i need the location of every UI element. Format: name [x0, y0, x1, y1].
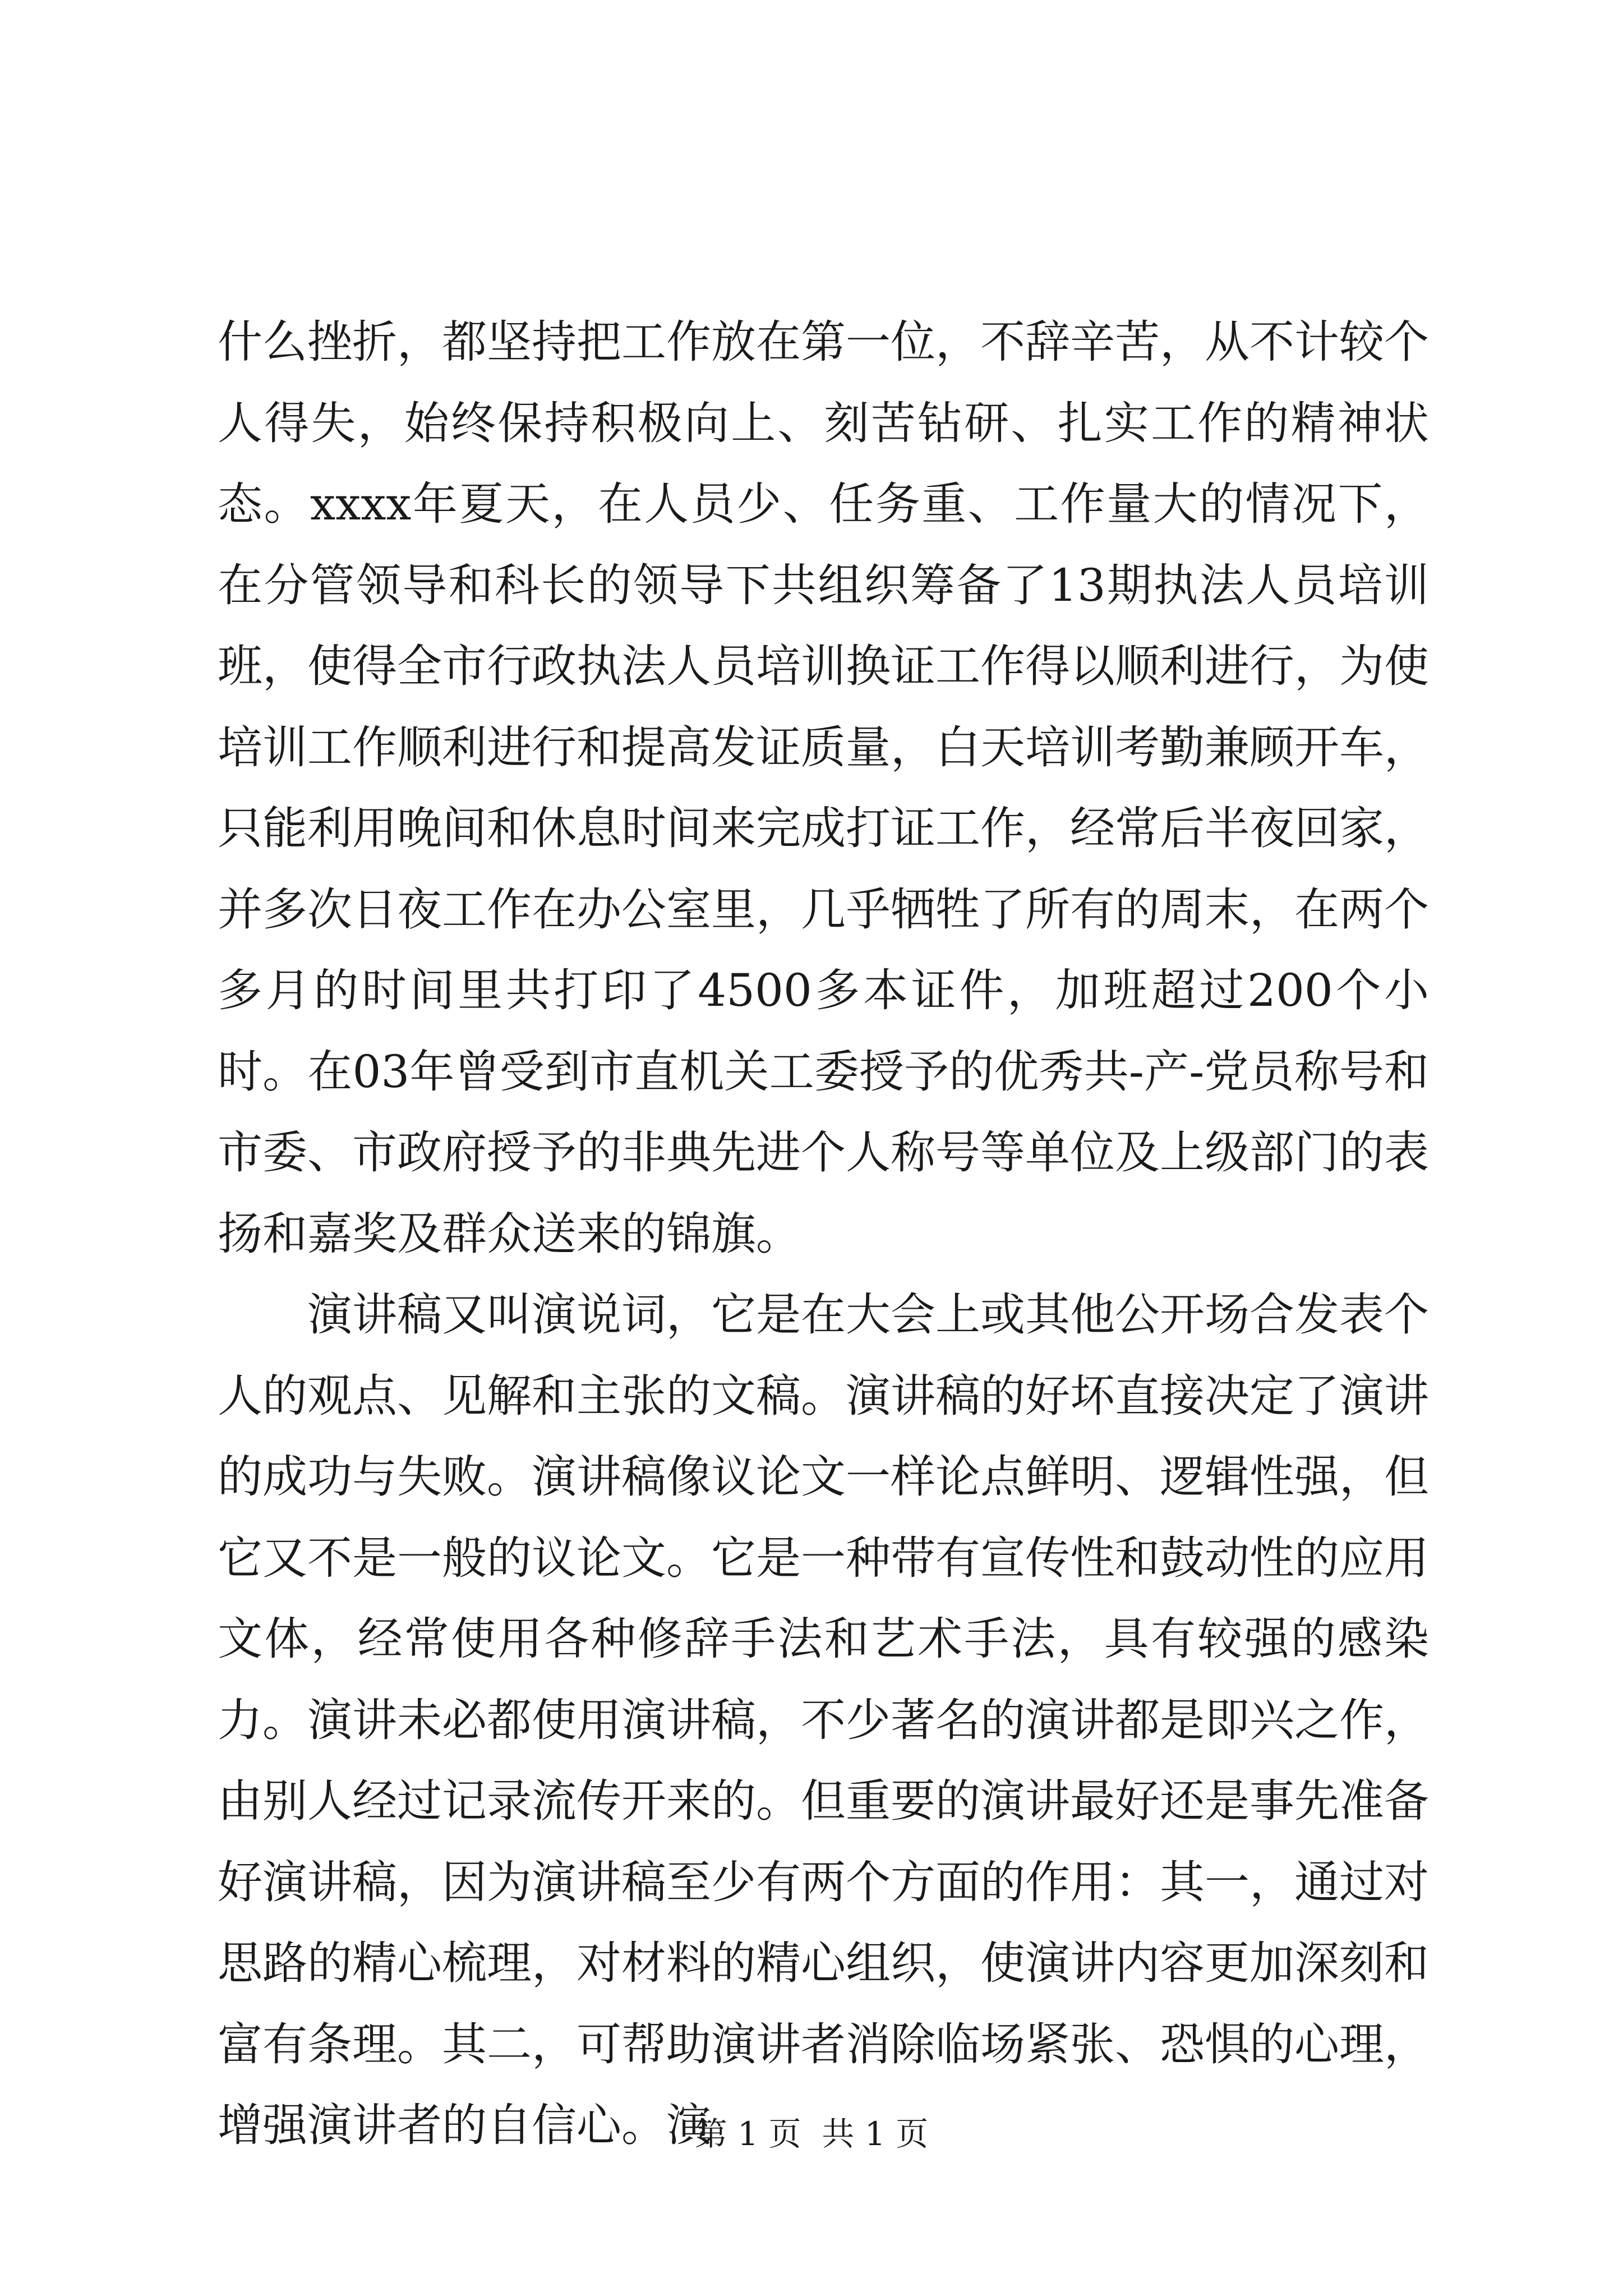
paragraph-2: 演讲稿又叫演说词，它是在大会上或其他公开场合发表个人的观点、见解和主张的文稿。演讲稿的好坏直接决定了演讲的成功与失败。演讲稿像议论文一样论点鲜明、逻辑性强，但它又不是一般的议论文。它是一种带有宣传性和鼓动性的应用文体，经常使用各种修辞手法和艺术手法，具有较强的感染力。演讲未必都使用演讲稿，不少著名的演讲都是即兴之作，由别人经过记录流传开来的。但重要的演讲最好还是事先准备好演讲稿，因为演讲稿至少有两个方面的作用：其一，通过对思路的精心梳理，对材料的精心组织，使演讲内容更加深刻和富有条理。其二，可帮助演讲者消除临场紧张、恐惧的心理，增强演讲者的自信心。演 [218, 1289, 1429, 2151]
page-footer [0, 2111, 1623, 2156]
paragraph-1: 什么挫折，都坚持把工作放在第一位，不辞辛苦，从不计较个人得失，始终保持积极向上、刻苦钻研、扎实工作的精神状态。xxxx年夏天，在人员少、任务重、工作量大的情况下，在分管领导和科长的领导下共组织筹备了13期执法人员培训班，使得全市行政执法人员培训换证工作得以顺利进行，为使培训工作顺利进行和提高发证质量，白天培训考勤兼顾开车，只能利用晚间和休息时间来完成打证工作，经常后半夜回家，并多次日夜工作在办公室里，几乎牺牲了所有的周末，在两个多月的时间里共打印了4500多本证件，加班超过200个小时。在03年曾受到市直机关工委授予的优秀共-产-党员称号和市委、市政府授予的非典先进个人称号等单位及上级部门的表扬和嘉奖及群众送来的锦旗。 [218, 316, 1429, 1260]
document-body [218, 302, 1429, 2166]
page-number-label: 第 1 页 共 1 页 [694, 2115, 929, 2153]
